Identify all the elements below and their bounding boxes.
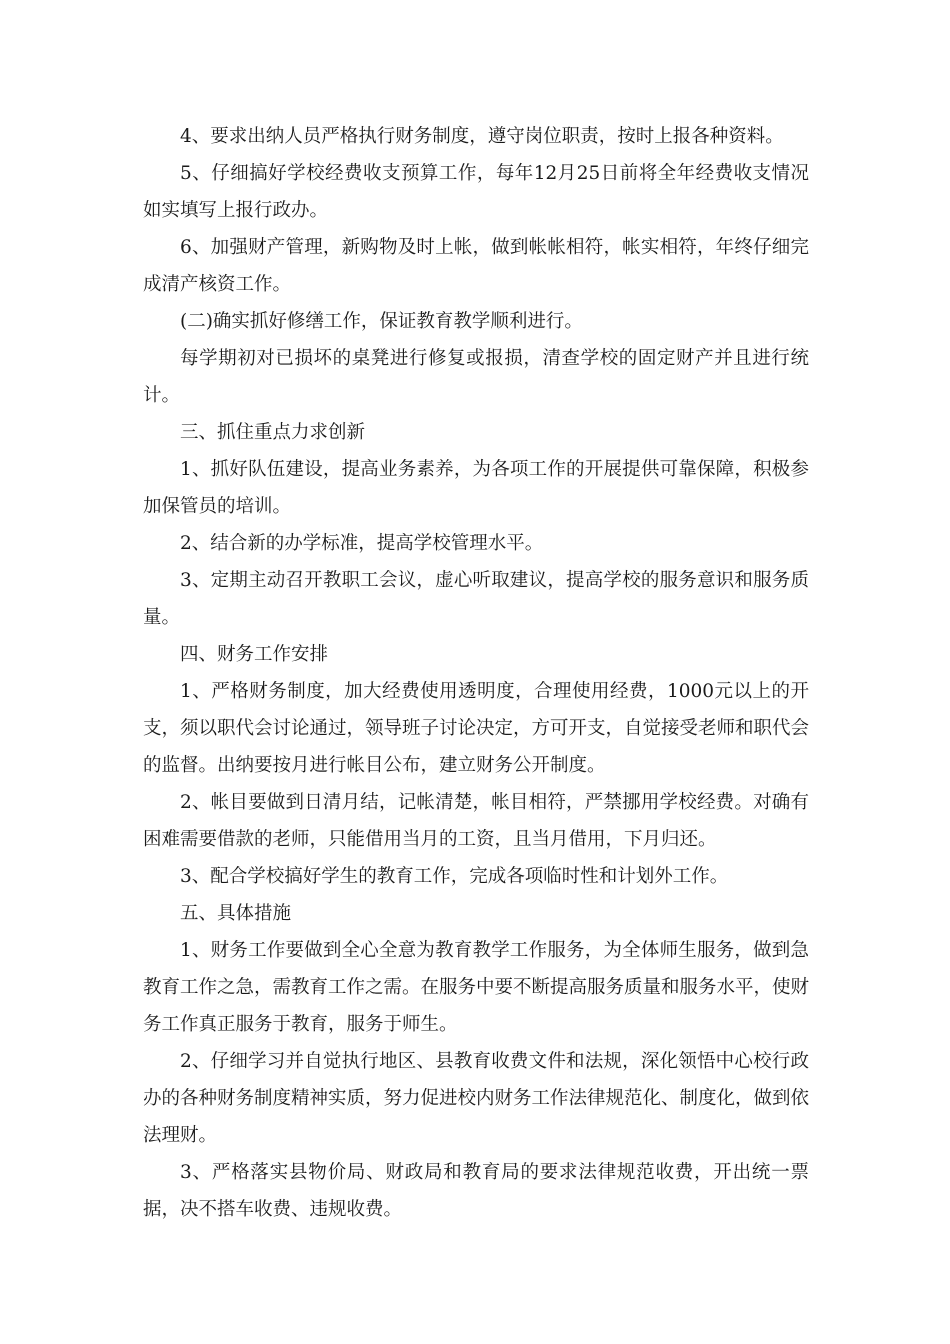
paragraph-item-6: 6、加强财产管理，新购物及时上帐，做到帐帐相符，帐实相符，年终仔细完成清产核资工作。 (143, 237, 809, 295)
paragraph-s3-item-2: 2、结合新的办学标准，提高学校管理水平。 (180, 533, 544, 554)
paragraph-s3-item-1: 1、抓好队伍建设，提高业务素养，为各项工作的开展提供可靠保障，积极参加保管员的培训。 (143, 459, 809, 517)
paragraph-s5-item-1: 1、财务工作要做到全心全意为教育教学工作服务，为全体师生服务，做到急教育工作之急，需教育工作之需。在服务中要不断提高服务质量和服务水平，使财务工作真正服务于教育，服务于师生。 (143, 940, 810, 1035)
paragraph-s4-item-2: 2、帐目要做到日清月结，记帐清楚，帐目相符，严禁挪用学校经费。对确有困难需要借款的老师，只能借用当月的工资，且当月借用，下月归还。 (143, 792, 809, 850)
paragraph-s3-item-3: 3、定期主动召开教职工会议，虚心听取建议，提高学校的服务意识和服务质量。 (143, 570, 809, 628)
document-body (143, 118, 809, 1228)
subsection-heading-repairs: (二)确实抓好修缮工作，保证教育教学顺利进行。 (180, 311, 583, 332)
paragraph-s5-item-2: 2、仔细学习并自觉执行地区、县教育收费文件和法规，深化领悟中心校行政办的各种财务制度精神实质，努力促进校内财务工作法律规范化、制度化，做到依法理财。 (143, 1051, 810, 1146)
section-heading-3: 三、抓住重点力求创新 (180, 422, 366, 443)
paragraph-item-4: 4、要求出纳人员严格执行财务制度，遵守岗位职责，按时上报各种资料。 (180, 126, 784, 147)
paragraph-s5-item-3: 3、严格落实县物价局、财政局和教育局的要求法律规范收费，开出统一票据，决不搭车收费、违规收费。 (143, 1162, 809, 1220)
section-heading-4: 四、财务工作安排 (180, 644, 329, 665)
paragraph-s4-item-3: 3、配合学校搞好学生的教育工作，完成各项临时性和计划外工作。 (180, 866, 729, 887)
section-heading-5: 五、具体措施 (180, 903, 292, 924)
paragraph-s4-item-1: 1、严格财务制度，加大经费使用透明度，合理使用经费，1000元以上的开支，须以职代会讨论通过，领导班子讨论决定，方可开支，自觉接受老师和职代会的监督。出纳要按月进行帐目公布，建立财务公开制度。 (143, 681, 810, 776)
paragraph-item-5: 5、仔细搞好学校经费收支预算工作，每年12月25日前将全年经费收支情况如实填写上报行政办。 (143, 163, 809, 221)
paragraph-repairs: 每学期初对已损坏的桌凳进行修复或报损，清查学校的固定财产并且进行统计。 (143, 348, 809, 406)
